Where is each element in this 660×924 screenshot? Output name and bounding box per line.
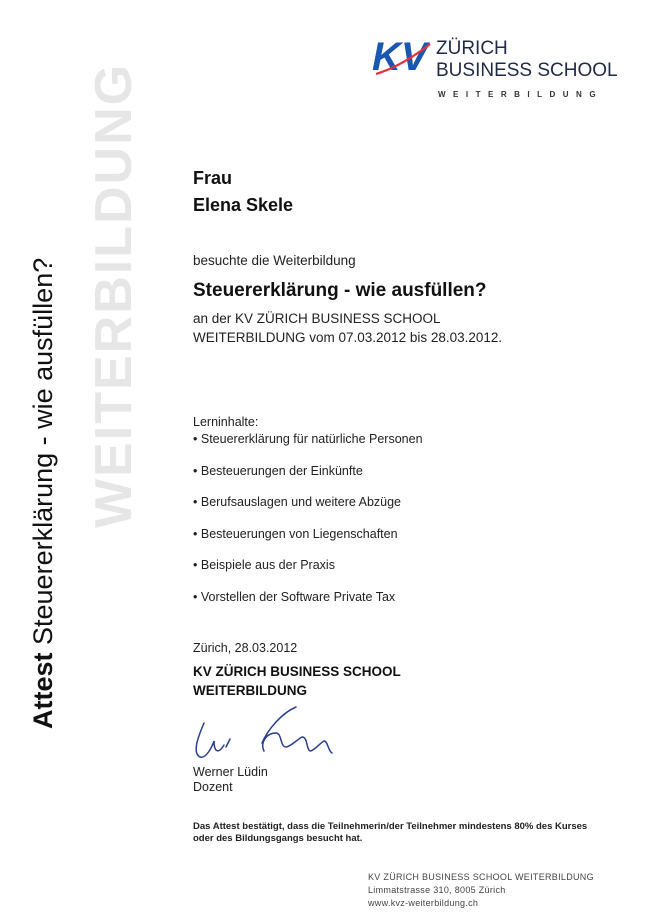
content-heading: Lerninhalte: [193,415,259,429]
org-division: WEITERBILDUNG [193,683,307,698]
signature-image [190,703,350,765]
footer-address: Limmatstrasse 310, 8005 Zürich [368,885,506,895]
org-name: KV ZÜRICH BUSINESS SCHOOL [193,664,401,679]
list-item: • Besteuerungen von Liegenschaften [193,527,423,559]
logo-city: ZÜRICH [436,38,508,59]
school-logo [372,34,642,114]
kv-mark-text: KV [372,36,428,78]
footer-org: KV ZÜRICH BUSINESS SCHOOL WEITERBILDUNG [368,872,594,882]
list-item: • Vorstellen der Software Private Tax [193,590,423,622]
attest-note-line2: oder des Bildungsgangs besucht hat. [193,833,363,844]
signer-name: Werner Lüdin [193,765,268,779]
list-item: • Steuererklärung für natürliche Personen [193,432,423,464]
content-list [193,432,423,621]
place-date: Zürich, 28.03.2012 [193,641,298,655]
attest-note-line1: Das Attest bestätigt, dass die Teilnehmerin/der Teilnehmer mindestens 80% des Kurses [193,821,588,832]
watermark-text: WEITERBILDUNG [85,62,143,528]
institution-line: an der KV ZÜRICH BUSINESS SCHOOL [193,311,441,326]
kv-logo-mark [372,36,434,78]
date-range-line: WEITERBILDUNG vom 07.03.2012 bis 28.03.2012. [193,330,503,345]
course-title: Steuererklärung - wie ausfüllen? [193,280,487,301]
attest-label: Attest [28,652,58,729]
list-item: • Berufsauslagen und weitere Abzüge [193,495,423,527]
attest-course: Steuererklärung - wie ausfüllen? [28,257,58,653]
list-item: • Besteuerungen der Einkünfte [193,464,423,496]
salutation: Frau [193,168,233,188]
list-item: • Beispiele aus der Praxis [193,558,423,590]
signer-role: Dozent [193,780,233,794]
recipient-name: Elena Skele [193,195,294,215]
logo-school: BUSINESS SCHOOL [436,60,618,81]
footer-website: www.kvz-weiterbildung.ch [368,898,479,908]
intro-text: besuchte die Weiterbildung [193,253,356,268]
logo-subline: WEITERBILDUNG [438,90,604,99]
vertical-attest-title [28,258,59,729]
